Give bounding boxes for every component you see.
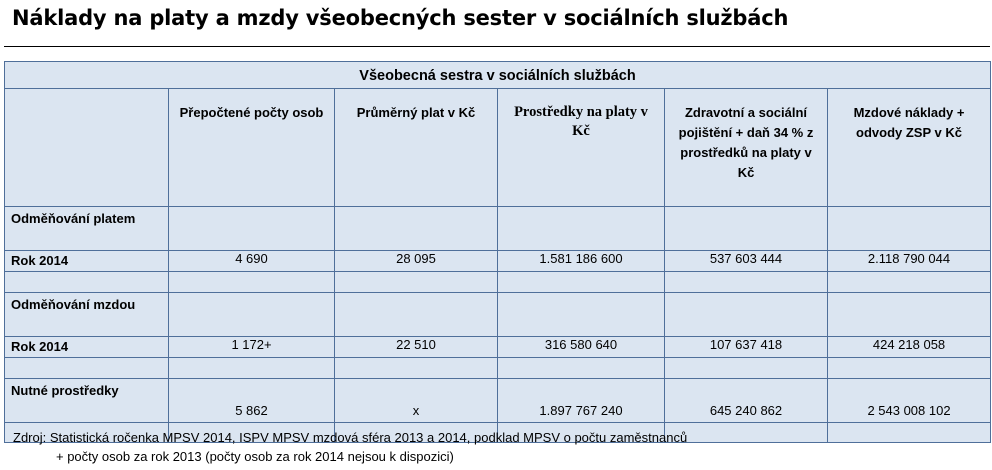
nutne-label: Nutné prostředky — [5, 379, 169, 423]
cost-table — [4, 61, 991, 443]
source-note — [13, 428, 687, 466]
table-row — [5, 251, 991, 272]
cell-value: 537 603 444 — [665, 251, 828, 272]
cell-value: 2.118 790 044 — [828, 251, 991, 272]
cell-value: 424 218 058 — [828, 337, 991, 358]
cell-value: 2 543 008 102 — [828, 379, 991, 423]
title-underline — [4, 46, 990, 47]
cell-value: 1 172+ — [169, 337, 335, 358]
cell-value: 4 690 — [169, 251, 335, 272]
table-caption: Všeobecná sestra v sociálních službách — [5, 62, 991, 89]
section-label-mzdou: Odměňování mzdou — [5, 293, 169, 337]
cell-value: 22 510 — [335, 337, 498, 358]
header-prostredky-na-platy: Prostředky na platy v Kč — [498, 89, 665, 207]
header-empty — [5, 89, 169, 207]
page-title: Náklady na platy a mzdy všeobecných sester v sociálních službách — [12, 6, 789, 30]
header-mzdove-naklady: Mzdové náklady + odvody ZSP v Kč — [828, 89, 991, 207]
row-year-label: Rok 2014 — [5, 251, 169, 272]
section-label-row — [5, 207, 991, 251]
header-pojisteni-dan: Zdravotní a sociální pojištění + daň 34 % z prostředků na platy v Kč — [665, 89, 828, 207]
cell-value: 107 637 418 — [665, 337, 828, 358]
cell-value: 1.581 186 600 — [498, 251, 665, 272]
cell-value: 5 862 — [169, 379, 335, 423]
cell-value: 645 240 862 — [665, 379, 828, 423]
source-line-1: Zdroj: Statistická ročenka MPSV 2014, ISPV MPSV mzdová sféra 2013 a 2014, podklad MPSV o počtu zaměstnanců — [13, 430, 688, 445]
table-row — [5, 337, 991, 358]
cell-value: x — [335, 379, 498, 423]
source-line-2: + počty osob za rok 2013 (počty osob za rok 2014 nejsou k dispozici) — [56, 449, 454, 464]
cell-value: 316 580 640 — [498, 337, 665, 358]
row-year-label: Rok 2014 — [5, 337, 169, 358]
table-row-nutne — [5, 379, 991, 423]
header-prumerny-plat: Průměrný plat v Kč — [335, 89, 498, 207]
cell-value: 28 095 — [335, 251, 498, 272]
cell-value: 1.897 767 240 — [498, 379, 665, 423]
header-prepoctene-pocty: Přepočtené počty osob — [169, 89, 335, 207]
header-row — [5, 89, 991, 207]
section-label-row — [5, 293, 991, 337]
section-label-platem: Odměňování platem — [5, 207, 169, 251]
spacer-row — [5, 272, 991, 293]
spacer-row — [5, 358, 991, 379]
